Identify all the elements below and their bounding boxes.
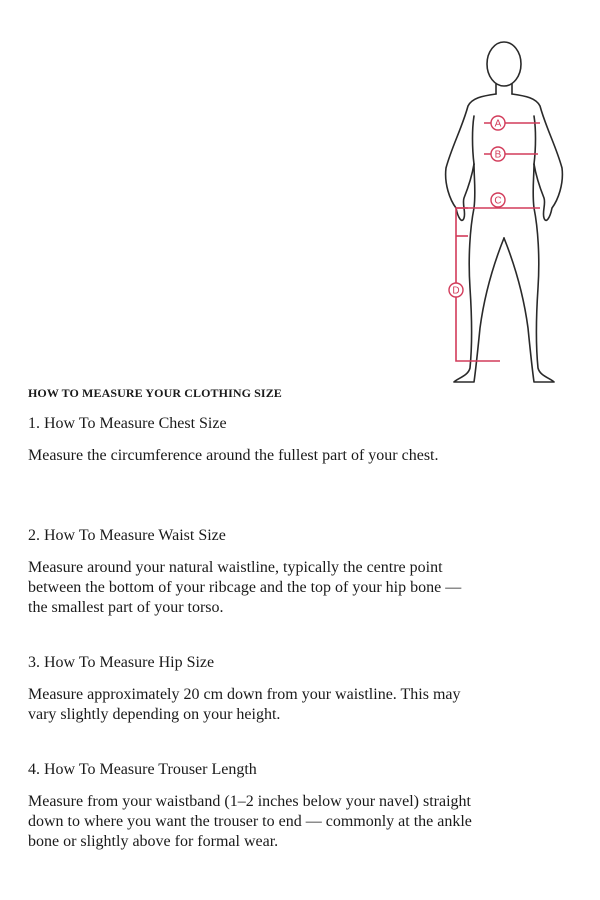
- waist-size-section: [28, 526, 478, 618]
- section-body: Measure around your natural waistline, typically the centre point between the bottom of your ribcage and the top of your hip bone — the smallest part of your torso.: [28, 559, 462, 616]
- inseam-line: [456, 208, 500, 361]
- marker-b-label: B: [494, 149, 502, 161]
- section-body: Measure from your waistband (1–2 inches below your navel) straight down to where you want the trouser to end — commonly at the ankle bone or slightly above for formal wear.: [28, 793, 472, 850]
- section-body: Measure approximately 20 cm down from your waistline. This may vary slightly depending on your height.: [28, 686, 461, 723]
- body-outline-illustration: [428, 28, 588, 388]
- section-title: 4. How To Measure Trouser Length: [28, 761, 257, 778]
- chest-size-section: [28, 414, 478, 466]
- marker-a-label: A: [494, 118, 502, 130]
- page-heading: HOW TO MEASURE YOUR CLOTHING SIZE: [28, 386, 282, 400]
- section-title: 2. How To Measure Waist Size: [28, 527, 226, 544]
- body-measurement-figure: [428, 28, 588, 388]
- hip-size-section: [28, 653, 478, 725]
- body-silhouette: [446, 42, 563, 382]
- marker-c-label: C: [494, 195, 502, 207]
- marker-a: [491, 116, 505, 130]
- section-title: 3. How To Measure Hip Size: [28, 654, 215, 671]
- marker-d: [449, 283, 463, 297]
- marker-b: [491, 147, 505, 161]
- section-body: Measure the circumference around the fullest part of your chest.: [28, 447, 439, 464]
- trouser-length-section: [28, 760, 478, 852]
- section-title: 1. How To Measure Chest Size: [28, 415, 227, 432]
- marker-d-label: D: [452, 285, 460, 297]
- marker-c: [491, 193, 505, 207]
